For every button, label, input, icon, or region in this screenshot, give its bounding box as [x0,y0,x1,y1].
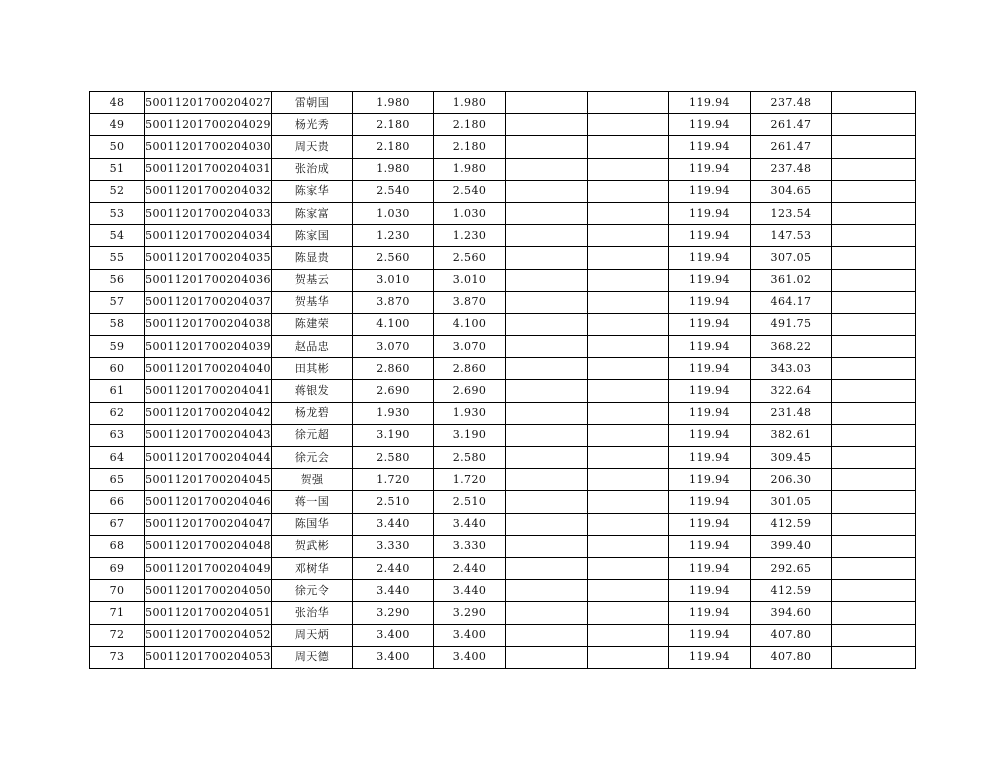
cell-amount: 407.80 [751,624,832,646]
cell-price: 119.94 [669,158,751,180]
data-table [89,91,916,669]
cell-value-2: 3.400 [434,624,506,646]
cell-id: 50011201700204041 [145,380,272,402]
cell-name: 陈家国 [272,225,353,247]
cell-price: 119.94 [669,313,751,335]
cell-row-number: 64 [90,447,145,469]
cell-id: 50011201700204052 [145,624,272,646]
cell-blank-3 [832,202,916,224]
cell-value-2: 3.440 [434,513,506,535]
cell-row-number: 63 [90,424,145,446]
cell-price: 119.94 [669,402,751,424]
cell-blank-2 [588,646,669,668]
cell-price: 119.94 [669,447,751,469]
cell-blank-3 [832,535,916,557]
cell-id: 50011201700204038 [145,313,272,335]
cell-blank-3 [832,447,916,469]
cell-blank-2 [588,557,669,579]
cell-name: 陈国华 [272,513,353,535]
cell-blank-2 [588,269,669,291]
cell-row-number: 71 [90,602,145,624]
cell-id: 50011201700204033 [145,202,272,224]
cell-id: 50011201700204050 [145,580,272,602]
table-row [90,602,916,624]
cell-amount: 292.65 [751,557,832,579]
cell-blank-2 [588,402,669,424]
cell-blank-1 [506,447,588,469]
cell-blank-3 [832,469,916,491]
cell-value-1: 3.440 [353,580,434,602]
cell-blank-3 [832,424,916,446]
table-row [90,180,916,202]
table-row [90,225,916,247]
cell-value-2: 1.230 [434,225,506,247]
cell-blank-1 [506,92,588,114]
table-row [90,313,916,335]
cell-amount: 307.05 [751,247,832,269]
cell-price: 119.94 [669,247,751,269]
cell-id: 50011201700204040 [145,358,272,380]
cell-row-number: 52 [90,180,145,202]
cell-row-number: 56 [90,269,145,291]
cell-name: 贺基云 [272,269,353,291]
cell-value-2: 3.400 [434,646,506,668]
cell-name: 杨光秀 [272,114,353,136]
table-row [90,202,916,224]
cell-blank-2 [588,114,669,136]
cell-amount: 361.02 [751,269,832,291]
cell-id: 50011201700204047 [145,513,272,535]
cell-blank-3 [832,92,916,114]
cell-id: 50011201700204031 [145,158,272,180]
table-row [90,92,916,114]
cell-name: 雷朝国 [272,92,353,114]
cell-name: 蒋银发 [272,380,353,402]
cell-value-1: 3.330 [353,535,434,557]
table-row [90,469,916,491]
cell-value-1: 2.440 [353,557,434,579]
cell-price: 119.94 [669,291,751,313]
cell-id: 50011201700204044 [145,447,272,469]
table-row [90,136,916,158]
cell-price: 119.94 [669,557,751,579]
cell-amount: 309.45 [751,447,832,469]
cell-value-2: 2.180 [434,136,506,158]
cell-name: 张治成 [272,158,353,180]
cell-value-2: 4.100 [434,313,506,335]
cell-row-number: 68 [90,535,145,557]
cell-price: 119.94 [669,602,751,624]
cell-blank-2 [588,92,669,114]
cell-row-number: 54 [90,225,145,247]
table-row [90,336,916,358]
cell-price: 119.94 [669,269,751,291]
cell-value-2: 2.440 [434,557,506,579]
cell-id: 50011201700204049 [145,557,272,579]
cell-value-1: 1.030 [353,202,434,224]
cell-value-2: 3.010 [434,269,506,291]
cell-blank-3 [832,114,916,136]
cell-blank-2 [588,225,669,247]
table-row [90,624,916,646]
cell-value-2: 3.440 [434,580,506,602]
cell-blank-1 [506,202,588,224]
cell-price: 119.94 [669,92,751,114]
cell-value-1: 3.400 [353,646,434,668]
cell-blank-1 [506,291,588,313]
cell-row-number: 67 [90,513,145,535]
cell-value-2: 3.290 [434,602,506,624]
cell-value-2: 2.580 [434,447,506,469]
cell-value-2: 1.030 [434,202,506,224]
cell-row-number: 51 [90,158,145,180]
cell-blank-2 [588,624,669,646]
cell-value-1: 2.690 [353,380,434,402]
cell-name: 贺强 [272,469,353,491]
cell-amount: 412.59 [751,580,832,602]
table-row [90,424,916,446]
cell-value-1: 3.400 [353,624,434,646]
cell-id: 50011201700204051 [145,602,272,624]
cell-blank-2 [588,358,669,380]
cell-id: 50011201700204030 [145,136,272,158]
cell-blank-2 [588,535,669,557]
cell-price: 119.94 [669,358,751,380]
table-row [90,114,916,136]
table-row [90,447,916,469]
cell-id: 50011201700204046 [145,491,272,513]
cell-name: 陈建荣 [272,313,353,335]
cell-blank-2 [588,136,669,158]
cell-blank-2 [588,158,669,180]
cell-blank-3 [832,557,916,579]
cell-id: 50011201700204045 [145,469,272,491]
cell-name: 周天炳 [272,624,353,646]
cell-value-1: 1.980 [353,158,434,180]
table-row [90,402,916,424]
cell-amount: 147.53 [751,225,832,247]
cell-id: 50011201700204042 [145,402,272,424]
cell-blank-1 [506,269,588,291]
cell-id: 50011201700204035 [145,247,272,269]
cell-value-1: 3.290 [353,602,434,624]
cell-value-2: 2.560 [434,247,506,269]
cell-blank-1 [506,336,588,358]
cell-name: 徐元超 [272,424,353,446]
cell-row-number: 58 [90,313,145,335]
cell-blank-3 [832,313,916,335]
cell-row-number: 49 [90,114,145,136]
cell-blank-2 [588,202,669,224]
cell-blank-1 [506,602,588,624]
cell-amount: 464.17 [751,291,832,313]
cell-price: 119.94 [669,646,751,668]
table-row [90,535,916,557]
cell-price: 119.94 [669,225,751,247]
cell-price: 119.94 [669,336,751,358]
cell-amount: 301.05 [751,491,832,513]
cell-name: 张治华 [272,602,353,624]
cell-value-1: 2.560 [353,247,434,269]
cell-price: 119.94 [669,202,751,224]
cell-row-number: 69 [90,557,145,579]
cell-value-2: 2.860 [434,358,506,380]
cell-row-number: 60 [90,358,145,380]
cell-value-2: 3.190 [434,424,506,446]
cell-amount: 322.64 [751,380,832,402]
cell-price: 119.94 [669,136,751,158]
cell-value-1: 3.440 [353,513,434,535]
cell-name: 贺基华 [272,291,353,313]
cell-amount: 231.48 [751,402,832,424]
cell-blank-2 [588,336,669,358]
cell-value-1: 2.540 [353,180,434,202]
cell-id: 50011201700204043 [145,424,272,446]
cell-row-number: 57 [90,291,145,313]
cell-blank-3 [832,247,916,269]
cell-value-2: 3.070 [434,336,506,358]
cell-amount: 412.59 [751,513,832,535]
cell-amount: 304.65 [751,180,832,202]
cell-blank-1 [506,491,588,513]
cell-blank-2 [588,447,669,469]
cell-price: 119.94 [669,469,751,491]
cell-row-number: 48 [90,92,145,114]
cell-price: 119.94 [669,535,751,557]
cell-blank-1 [506,114,588,136]
cell-value-1: 2.180 [353,136,434,158]
cell-amount: 407.80 [751,646,832,668]
cell-amount: 206.30 [751,469,832,491]
cell-row-number: 53 [90,202,145,224]
cell-price: 119.94 [669,580,751,602]
cell-amount: 237.48 [751,92,832,114]
cell-blank-3 [832,136,916,158]
cell-amount: 237.48 [751,158,832,180]
cell-name: 赵品忠 [272,336,353,358]
cell-row-number: 62 [90,402,145,424]
cell-value-1: 2.510 [353,491,434,513]
table-row [90,646,916,668]
table-row [90,513,916,535]
cell-value-1: 1.720 [353,469,434,491]
cell-row-number: 50 [90,136,145,158]
cell-row-number: 55 [90,247,145,269]
cell-value-2: 2.690 [434,380,506,402]
cell-name: 陈家富 [272,202,353,224]
cell-blank-1 [506,513,588,535]
cell-row-number: 65 [90,469,145,491]
cell-value-1: 2.860 [353,358,434,380]
cell-blank-1 [506,380,588,402]
cell-blank-1 [506,424,588,446]
cell-row-number: 61 [90,380,145,402]
cell-value-2: 1.930 [434,402,506,424]
cell-blank-1 [506,580,588,602]
cell-row-number: 70 [90,580,145,602]
cell-id: 50011201700204053 [145,646,272,668]
cell-name: 陈家华 [272,180,353,202]
cell-row-number: 73 [90,646,145,668]
cell-blank-3 [832,336,916,358]
cell-blank-1 [506,158,588,180]
table-row [90,158,916,180]
cell-blank-3 [832,602,916,624]
table-row [90,269,916,291]
cell-row-number: 59 [90,336,145,358]
cell-value-1: 4.100 [353,313,434,335]
cell-blank-1 [506,624,588,646]
table-body [90,92,916,669]
cell-blank-2 [588,602,669,624]
cell-price: 119.94 [669,424,751,446]
cell-price: 119.94 [669,380,751,402]
cell-amount: 491.75 [751,313,832,335]
cell-blank-3 [832,380,916,402]
cell-value-2: 2.180 [434,114,506,136]
cell-blank-1 [506,136,588,158]
cell-name: 徐元令 [272,580,353,602]
cell-name: 田其彬 [272,358,353,380]
cell-row-number: 66 [90,491,145,513]
cell-value-1: 3.010 [353,269,434,291]
cell-name: 陈显贵 [272,247,353,269]
cell-blank-2 [588,491,669,513]
table-row [90,291,916,313]
cell-price: 119.94 [669,491,751,513]
cell-blank-1 [506,313,588,335]
cell-id: 50011201700204048 [145,535,272,557]
cell-blank-3 [832,646,916,668]
cell-amount: 399.40 [751,535,832,557]
cell-amount: 368.22 [751,336,832,358]
cell-id: 50011201700204027 [145,92,272,114]
cell-value-1: 3.870 [353,291,434,313]
cell-blank-3 [832,624,916,646]
cell-name: 杨龙碧 [272,402,353,424]
cell-value-2: 2.540 [434,180,506,202]
cell-value-1: 1.230 [353,225,434,247]
cell-value-1: 1.980 [353,92,434,114]
cell-row-number: 72 [90,624,145,646]
cell-blank-2 [588,291,669,313]
cell-blank-1 [506,402,588,424]
cell-blank-3 [832,291,916,313]
cell-value-2: 1.980 [434,158,506,180]
cell-amount: 261.47 [751,114,832,136]
cell-blank-3 [832,269,916,291]
cell-value-2: 2.510 [434,491,506,513]
cell-price: 119.94 [669,114,751,136]
cell-blank-2 [588,580,669,602]
cell-blank-2 [588,380,669,402]
cell-value-2: 1.980 [434,92,506,114]
cell-blank-1 [506,557,588,579]
cell-value-1: 2.580 [353,447,434,469]
cell-id: 50011201700204032 [145,180,272,202]
table-row [90,358,916,380]
table-row [90,247,916,269]
cell-value-1: 1.930 [353,402,434,424]
cell-value-2: 3.330 [434,535,506,557]
cell-blank-3 [832,225,916,247]
cell-blank-2 [588,247,669,269]
cell-blank-1 [506,358,588,380]
cell-id: 50011201700204036 [145,269,272,291]
cell-blank-1 [506,180,588,202]
cell-blank-3 [832,513,916,535]
cell-blank-2 [588,469,669,491]
cell-blank-2 [588,180,669,202]
cell-amount: 343.03 [751,358,832,380]
table-row [90,557,916,579]
cell-id: 50011201700204039 [145,336,272,358]
cell-name: 周天贵 [272,136,353,158]
cell-value-2: 3.870 [434,291,506,313]
cell-blank-3 [832,358,916,380]
table-row [90,491,916,513]
cell-name: 邓树华 [272,557,353,579]
cell-price: 119.94 [669,513,751,535]
cell-id: 50011201700204034 [145,225,272,247]
cell-blank-3 [832,580,916,602]
cell-amount: 382.61 [751,424,832,446]
cell-name: 蒋一国 [272,491,353,513]
cell-id: 50011201700204029 [145,114,272,136]
cell-blank-3 [832,402,916,424]
cell-blank-1 [506,646,588,668]
cell-blank-3 [832,180,916,202]
cell-value-1: 3.070 [353,336,434,358]
cell-blank-1 [506,535,588,557]
cell-blank-1 [506,469,588,491]
cell-blank-1 [506,225,588,247]
cell-price: 119.94 [669,180,751,202]
cell-name: 贺武彬 [272,535,353,557]
cell-blank-1 [506,247,588,269]
cell-id: 50011201700204037 [145,291,272,313]
cell-value-2: 1.720 [434,469,506,491]
cell-price: 119.94 [669,624,751,646]
cell-blank-3 [832,158,916,180]
table-row [90,380,916,402]
table-row [90,580,916,602]
cell-blank-2 [588,313,669,335]
cell-blank-3 [832,491,916,513]
cell-value-1: 2.180 [353,114,434,136]
cell-blank-2 [588,424,669,446]
cell-amount: 394.60 [751,602,832,624]
cell-name: 徐元会 [272,447,353,469]
cell-amount: 123.54 [751,202,832,224]
cell-blank-2 [588,513,669,535]
cell-value-1: 3.190 [353,424,434,446]
cell-amount: 261.47 [751,136,832,158]
cell-name: 周天德 [272,646,353,668]
